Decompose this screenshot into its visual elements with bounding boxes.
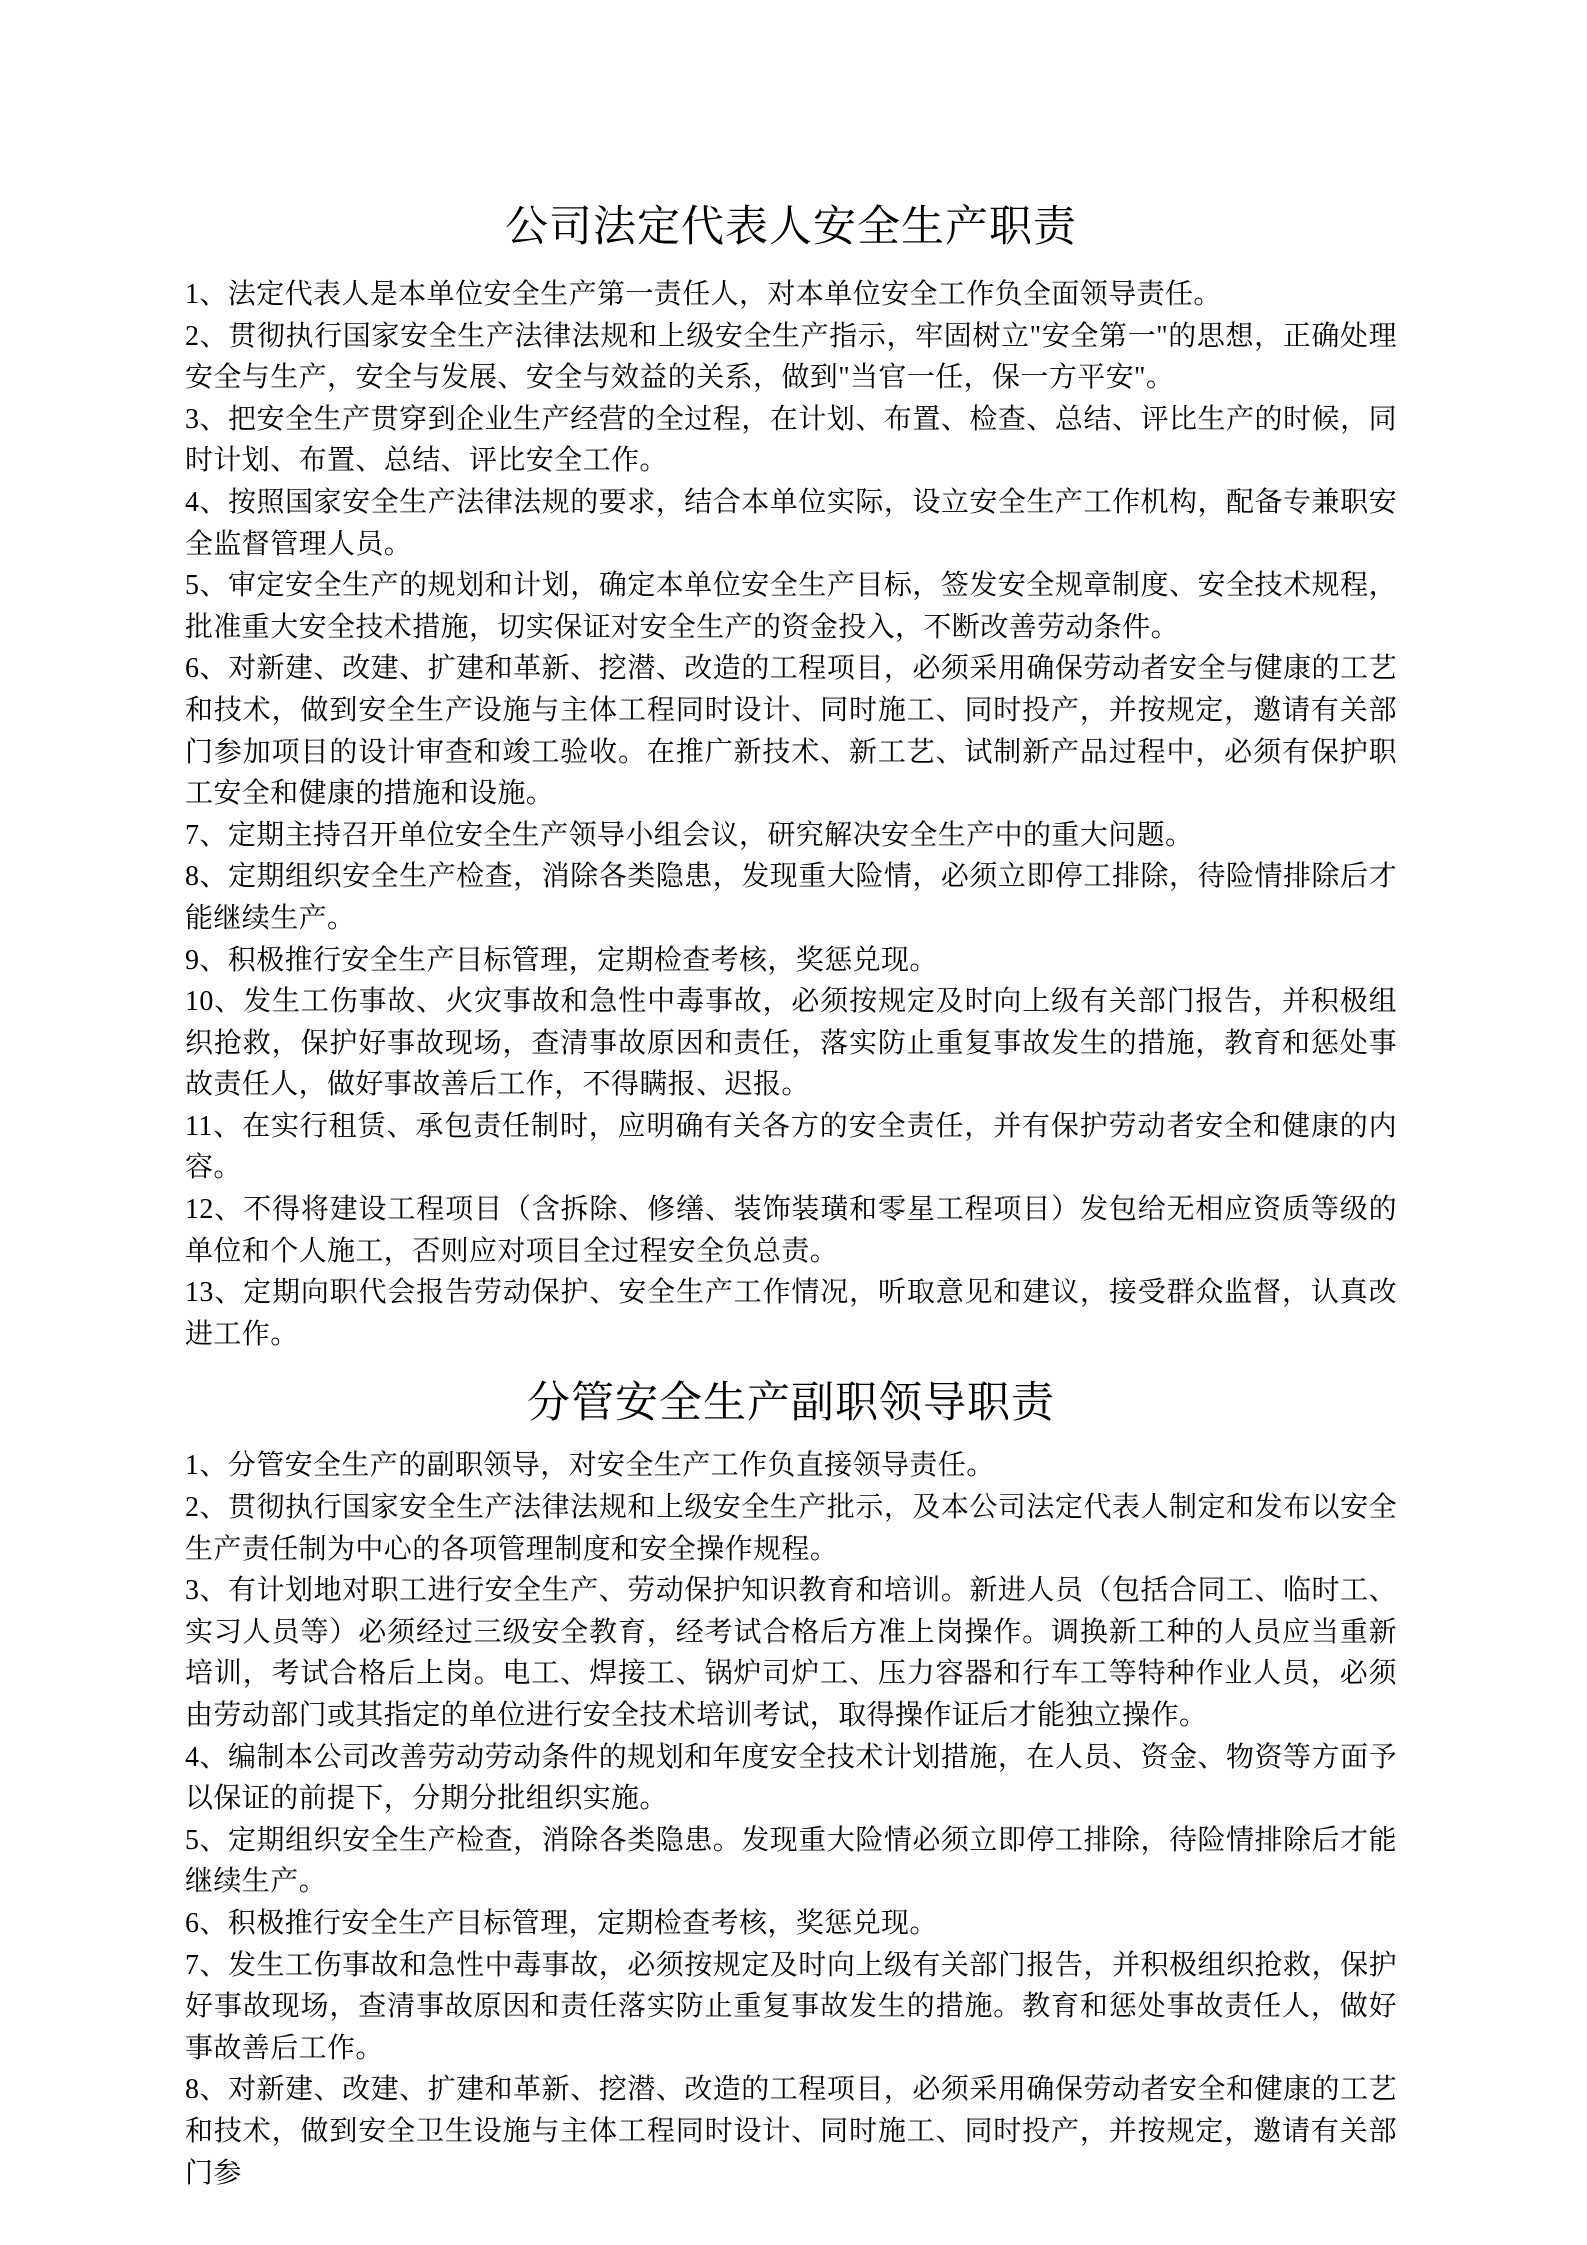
section-items-deputy-leader-duties — [185, 1445, 1397, 2194]
duty-item: 4、编制本公司改善劳动劳动条件的规划和年度安全技术计划措施，在人员、资金、物资等方面予以保证的前提下，分期分批组织实施。 — [185, 1741, 1397, 1815]
duty-item: 12、不得将建设工程项目（含拆除、修缮、装饰装璜和零星工程项目）发包给无相应资质等级的单位和个人施工，否则应对项目全过程安全负总责。 — [185, 1194, 1397, 1267]
section-items-legal-representative-duties — [185, 274, 1397, 1355]
duty-item: 11、在实行租赁、承包责任制时，应明确有关各方的安全责任，并有保护劳动者安全和健康的内容。 — [185, 1110, 1397, 1184]
duty-item: 1、分管安全生产的副职领导，对安全生产工作负直接领导责任。 — [185, 1450, 995, 1482]
duty-item: 6、对新建、改建、扩建和革新、挖潜、改造的工程项目，必须采用确保劳动者安全与健康的工艺和技术，做到安全生产设施与主体工程同时设计、同时施工、同时投产，并按规定，邀请有关部门参加项目的设计审查和竣工验收。在推广新技术、新工艺、试制新产品过程中，必须有保护职工安全和健康的措施和设施。 — [185, 653, 1397, 810]
duty-item: 8、对新建、改建、扩建和革新、挖潜、改造的工程项目，必须采用确保劳动者安全和健康的工艺和技术，做到安全卫生设施与主体工程同时设计、同时施工、同时投产，并按规定，邀请有关部门参 — [185, 2074, 1397, 2189]
duty-item: 2、贯彻执行国家安全生产法律法规和上级安全生产批示，及本公司法定代表人制定和发布以安全生产责任制为中心的各项管理制度和安全操作规程。 — [185, 1492, 1397, 1565]
duty-item: 4、按照国家安全生产法律法规的要求，结合本单位实际，设立安全生产工作机构，配备专兼职安全监督管理人员。 — [185, 486, 1397, 560]
section-title-deputy-leader-duties: 分管安全生产副职领导职责 — [527, 1380, 1055, 1428]
duty-item: 13、定期向职代会报告劳动保护、安全生产工作情况，听取意见和建议，接受群众监督，认真改进工作。 — [185, 1277, 1397, 1350]
duty-item: 3、把安全生产贯穿到企业生产经营的全过程，在计划、布置、检查、总结、评比生产的时候，同时计划、布置、总结、评比安全工作。 — [185, 403, 1397, 477]
duty-item: 3、有计划地对职工进行安全生产、劳动保护知识教育和培训。新进人员（包括合同工、临时工、实习人员等）必须经过三级安全教育，经考试合格后方准上岗操作。调换新工种的人员应当重新培训，考试合格后上岗。电工、焊接工、锅炉司炉工、压力容器和行车工等特种作业人员，必须由劳动部门或其指定的单位进行安全技术培训考试，取得操作证后才能独立操作。 — [185, 1575, 1397, 1731]
duty-item: 6、积极推行安全生产目标管理，定期检查考核，奖惩兑现。 — [185, 1907, 938, 1939]
section-title-legal-representative-duties: 公司法定代表人安全生产职责 — [505, 204, 1077, 251]
duty-item: 8、定期组织安全生产检查，消除各类隐患，发现重大险情，必须立即停工排除，待险情排除后才能继续生产。 — [185, 861, 1397, 934]
duty-item: 1、法定代表人是本单位安全生产第一责任人，对本单位安全工作负全面领导责任。 — [185, 279, 1222, 310]
duty-item: 2、贯彻执行国家安全生产法律法规和上级安全生产指示，牢固树立"安全第一"的思想，正确处理安全与生产，安全与发展、安全与效益的关系，做到"当官一任，保一方平安"。 — [185, 320, 1397, 394]
duty-item: 10、发生工伤事故、火灾事故和急性中毒事故，必须按规定及时向上级有关部门报告，并积极组织抢救，保护好事故现场，查清事故原因和责任，落实防止重复事故发生的措施，教育和惩处事故责任人，做好事故善后工作，不得瞒报、迟报。 — [185, 986, 1397, 1101]
duty-item: 9、积极推行安全生产目标管理，定期检查考核，奖惩兑现。 — [185, 944, 938, 976]
duty-item: 7、定期主持召开单位安全生产领导小组会议，研究解决安全生产中的重大问题。 — [185, 819, 1194, 851]
duty-item: 7、发生工伤事故和急性中毒事故，必须按规定及时向上级有关部门报告，并积极组织抢救，保护好事故现场，查清事故原因和责任落实防止重复事故发生的措施。教育和惩处事故责任人，做好事故善后工作。 — [185, 1949, 1397, 2064]
duty-item: 5、审定安全生产的规划和计划，确定本单位安全生产目标，签发安全规章制度、安全技术规程，批准重大安全技术措施，切实保证对安全生产的资金投入，不断改善劳动条件。 — [185, 570, 1397, 643]
duty-item: 5、定期组织安全生产检查，消除各类隐患。发现重大险情必须立即停工排除，待险情排除后才能继续生产。 — [185, 1824, 1397, 1898]
